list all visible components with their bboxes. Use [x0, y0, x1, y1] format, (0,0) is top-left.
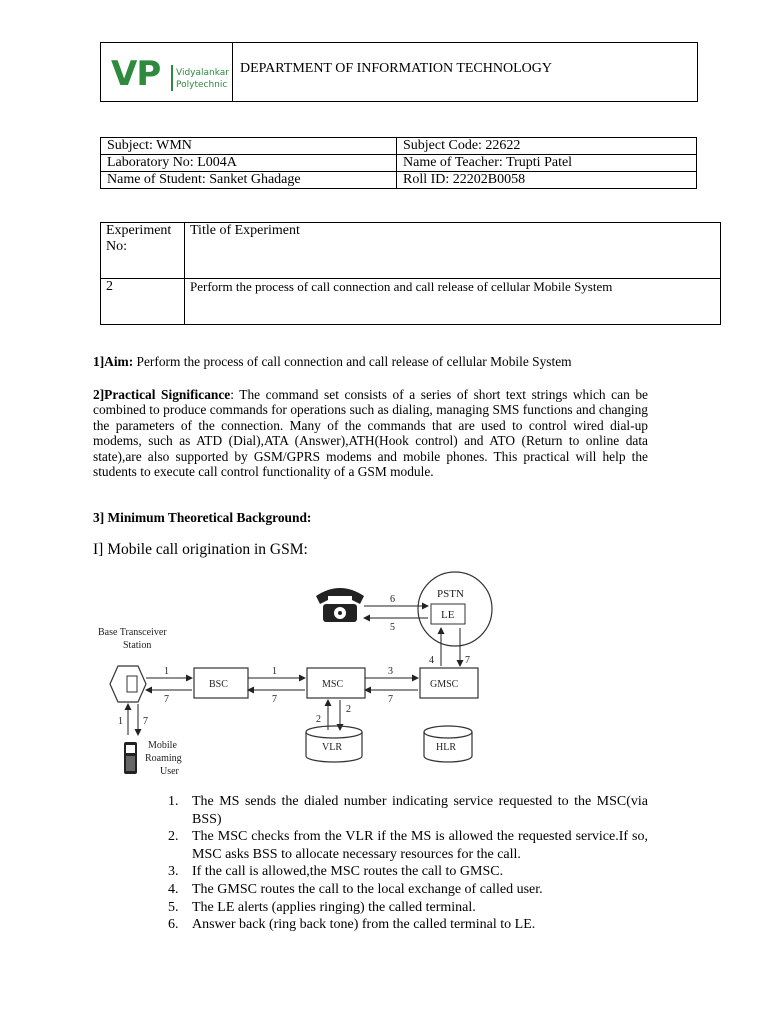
experiment-no-header: Experiment No: [101, 223, 185, 279]
subject-code: Subject Code: 22622 [397, 138, 697, 155]
step-number: 2. [168, 829, 179, 845]
gsm-call-diagram [90, 570, 510, 785]
hlr-database [424, 726, 472, 762]
bsc-label: BSC [209, 679, 228, 690]
mobile-phone-icon [124, 742, 137, 774]
experiment-title: Perform the process of call connection and call release of cellular Mobile System [185, 279, 721, 325]
lab-no: Laboratory No: L004A [101, 155, 397, 172]
logo-text-line2: Polytechnic [176, 80, 228, 90]
bts-icon [110, 666, 146, 702]
roll-id: Roll ID: 22202B0058 [397, 172, 697, 189]
arrow-label-7a: 7 [164, 694, 169, 705]
vlr-database [306, 726, 362, 762]
step-number: 5. [168, 899, 179, 915]
info-table [100, 137, 697, 189]
steps-list [164, 793, 648, 934]
section-heading: I] Mobile call origination in GSM: [93, 541, 308, 558]
telephone-icon [316, 588, 364, 622]
step-text: The GMSC routes the call to the local exchange of called user. [192, 881, 543, 897]
arrow-label-7c: 7 [388, 694, 393, 705]
background-heading: 3] Minimum Theoretical Background: [93, 510, 312, 525]
significance-label: 2]Practical Significance [93, 387, 231, 402]
hlr-label: HLR [436, 742, 456, 753]
subject: Subject: WMN [101, 138, 397, 155]
header-box [100, 42, 698, 102]
aim [93, 354, 653, 370]
step-text: Answer back (ring back tone) from the called terminal to LE. [192, 917, 536, 933]
msc-label: MSC [322, 679, 344, 690]
arrow-label-6: 6 [390, 594, 395, 605]
arrow-label-1b: 1 [272, 666, 277, 677]
list-item [164, 916, 648, 934]
pstn-label: PSTN [437, 588, 464, 600]
step-text: If the call is allowed,the MSC routes the call to GMSC. [192, 864, 504, 880]
gmsc-label: GMSC [430, 679, 459, 690]
list-item [164, 863, 648, 881]
aim-label: 1]Aim: [93, 354, 134, 369]
logo-mark: VP [111, 54, 161, 94]
arrow-label-7e: 7 [143, 716, 148, 727]
arrow-label-3: 3 [388, 666, 393, 677]
experiment-title-header: Title of Experiment [185, 223, 721, 279]
le-label: LE [441, 609, 455, 621]
experiment-table [100, 222, 721, 325]
step-number: 3. [168, 864, 179, 880]
arrow-label-1a: 1 [164, 666, 169, 677]
bts-label-line2: Station [123, 640, 152, 651]
step-text: The MSC checks from the VLR if the MS is allowed the requested service.If so, MSC asks BSS to allocate necessary resources for the call. [192, 829, 648, 862]
list-item [164, 793, 648, 828]
mobile-label-line1: Mobile [148, 740, 177, 751]
arrow-label-1c: 1 [118, 716, 123, 727]
arrow-label-4: 4 [429, 655, 434, 666]
list-item [164, 881, 648, 899]
aim-text: Perform the process of call connection and call release of cellular Mobile System [133, 354, 572, 369]
logo [101, 43, 233, 101]
step-text: The LE alerts (applies ringing) the called terminal. [192, 899, 476, 915]
significance-text: : The command set consists of a series of short text strings which can be combined to produce commands for operations such as dialing, managing SMS functions and changing the parameters of the connection. Many of the commands that are used to control wired dial-up modems, such as ATD (Dial),ATA (Answer),ATH(Hook control) and ATO (Return to online data state),are also supported by GSM/GPRS modems and mobile phones. This practical will help the students to execute call control functionality of a GSM module. [93, 387, 648, 480]
vlr-label: VLR [322, 742, 342, 753]
step-number: 1. [168, 794, 179, 809]
bts-label-line1: Base Transceiver [98, 627, 167, 638]
mobile-label-line3: User [160, 766, 179, 777]
department-title: DEPARTMENT OF INFORMATION TECHNOLOGY [240, 61, 552, 76]
student-name: Name of Student: Sanket Ghadage [101, 172, 397, 189]
arrow-label-7d: 7 [465, 655, 470, 666]
list-item [164, 899, 648, 917]
mobile-label-line2: Roaming [145, 753, 182, 764]
experiment-no: 2 [101, 279, 185, 325]
list-item [164, 828, 648, 863]
step-text: The MS sends the dialed number indicating service requested to the MSC(via BSS) [192, 794, 648, 827]
arrow-label-2a: 2 [316, 714, 321, 725]
teacher: Name of Teacher: Trupti Patel [397, 155, 697, 172]
logo-text-line1: Vidyalankar [176, 68, 230, 78]
step-number: 4. [168, 881, 179, 897]
practical-significance [93, 387, 648, 479]
step-number: 6. [168, 917, 179, 933]
arrow-label-2b: 2 [346, 704, 351, 715]
arrow-label-7b: 7 [272, 694, 277, 705]
arrow-label-5: 5 [390, 622, 395, 633]
